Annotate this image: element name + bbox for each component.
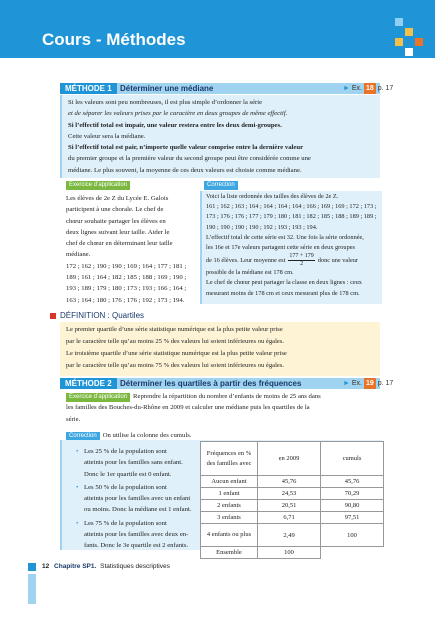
- page-title: Cours - Méthodes: [42, 30, 186, 49]
- table-cell: 4 enfants ou plus: [201, 524, 258, 547]
- definition-line: par le caractère telle qu’au moins 75 % des valeurs lui soient inférieures ou égales.: [66, 362, 285, 369]
- page-number: 12: [42, 563, 50, 570]
- bullet-line: • Les 50 % de la population sont: [84, 483, 167, 491]
- method1-box: [60, 95, 380, 178]
- method1-line: et de séparer les valeurs prises par le caractère en deux groupes de même effectif.: [68, 110, 288, 118]
- correction1-box: [200, 191, 382, 304]
- correction1-line: 190 ; 190 ; 190 ; 190 ; 192 ; 193 ; 193 ; 194.: [206, 223, 318, 231]
- table-cell: 70,29: [321, 488, 384, 500]
- table-cell: 45,76: [258, 476, 321, 488]
- table-cell: Ensemble: [201, 547, 258, 559]
- correction1-fraction-line: [206, 253, 382, 268]
- bullet-line: fants. Donc le 3e quartile est 2 enfants.: [84, 542, 189, 550]
- exercise1-line: 172 ; 162 ; 190 ; 190 ; 169 ; 164 ; 177 ; 181 ;: [66, 262, 187, 270]
- table-row: [201, 488, 384, 500]
- correction1-line: mesurant moins de 178 cm et ceux mesurant plus de 178 cm.: [206, 289, 360, 297]
- exercise1-line: médiane.: [66, 251, 91, 259]
- frequency-table: [200, 441, 384, 559]
- table-row: [201, 547, 384, 559]
- correction-tag: Correction: [204, 181, 238, 190]
- ex-number: 18: [365, 85, 374, 92]
- decor-square: [415, 38, 423, 46]
- method2-bullets: [75, 446, 203, 552]
- method1-line: Si l’effectif total est pair, n’importe quelle valeur comprise entre la dernière valeur: [68, 144, 304, 152]
- correction1-line: Le chef de chœur peut partager la classe en deux lignes : ceux: [206, 279, 362, 287]
- exercise-tag: Exercice d’application: [66, 393, 130, 402]
- bullet-line: • Les 25 % de la population sont: [84, 448, 167, 455]
- decor-square: [395, 18, 403, 26]
- definition-title: DÉFINITION : Quartiles: [60, 311, 145, 320]
- table-cell: 2,49: [258, 524, 321, 547]
- correction-tag: Correction: [66, 432, 100, 441]
- method1-exercise-ref[interactable]: [343, 83, 393, 94]
- exercise1-line: participent à une chorale. Le chef de: [66, 206, 164, 214]
- bullet-line: Donc le 1er quartile est 0 enfant.: [84, 470, 172, 478]
- table-cell: 3 enfants: [201, 512, 258, 524]
- method1-title: Déterminer une médiane: [120, 84, 214, 93]
- method2-line: Reprendre la répartition du nombre d’enfants de moins de 25 ans dans: [133, 393, 321, 400]
- fraction: [288, 253, 314, 268]
- definition-line: Le premier quartile d’une série statistique numérique est la plus petite valeur prise: [66, 326, 283, 333]
- table-cell: 45,76: [321, 476, 384, 488]
- correction1-line: donc une valeur: [317, 256, 358, 264]
- table-cell: 6,71: [258, 512, 321, 524]
- method2-line: les familles des Bouches-du-Rhône en 2009 et calculer une médiane puis les quartiles de la: [66, 404, 310, 412]
- chapter-subject: Statistiques descriptives: [100, 563, 170, 570]
- arrow-right-icon: ►: [343, 85, 350, 92]
- ex-prefix: Ex.: [351, 380, 363, 387]
- decor-square: [405, 48, 413, 56]
- method1-line: du premier groupe et la première valeur du second groupe peut être considérée comme une: [68, 155, 311, 163]
- method2-exercise-ref[interactable]: [343, 378, 393, 389]
- table-cell: 90,80: [321, 500, 384, 512]
- table-row: [201, 500, 384, 512]
- correction1-line: L’effectif total de cette série est 32. Une fois la série ordonnée,: [206, 233, 364, 241]
- table-row: [201, 512, 384, 524]
- correction1-line: possible de la médiane est 178 cm.: [206, 269, 294, 277]
- table-row: [201, 524, 384, 547]
- table-cell: Aucun enfant: [201, 476, 258, 488]
- list-item: [84, 482, 203, 516]
- exercise1-line: chœur souhaite partager les élèves en: [66, 217, 166, 225]
- table-cell: 100: [258, 547, 321, 559]
- method2-line: série.: [66, 415, 81, 423]
- method1-line: Cette valeur sera la médiane.: [68, 132, 146, 140]
- exercise1-line: Les élèves de 2e Z du Lycée E. Galois: [66, 195, 169, 202]
- table-header: cumuls: [321, 442, 384, 476]
- correction1-line: de 16 élèves. Leur moyenne est: [206, 256, 286, 264]
- exercise1-line: chef de chœur en déterminant leur taille: [66, 240, 173, 248]
- method1-line: Si l’effectif total est impair, une valeur restera entre les deux demi-groupes.: [68, 121, 282, 129]
- table-cell: 100: [321, 524, 384, 547]
- correction1-line: 173 ; 176 ; 176 ; 177 ; 179 ; 180 ; 181 ; 182 ; 185 ; 188 ; 189 ; 189 ;: [206, 213, 377, 221]
- decor-square: [405, 28, 413, 36]
- bullet-line: • Les 75 % de la population sont: [84, 519, 167, 527]
- table-cell: 1 enfant: [201, 488, 258, 500]
- frequency-table-wrapper: [200, 441, 384, 559]
- decor-square: [395, 38, 403, 46]
- footer-decor: [28, 574, 36, 604]
- table-cell: [321, 547, 384, 559]
- table-header: en 2009: [258, 442, 321, 476]
- exercise1-line: 189 ; 161 ; 164 ; 182 ; 185 ; 188 ; 169 ; 190 ;: [66, 274, 187, 282]
- table-cell: 20,51: [258, 500, 321, 512]
- footer: [42, 563, 170, 570]
- method2-title: Déterminer les quartiles à partir des fréquences: [120, 379, 302, 388]
- exercise1-text: [66, 193, 196, 306]
- correction-intro-text: On utilise la colonne des cumuls.: [102, 432, 192, 439]
- bullet-line: atteints pour les familles sans enfant.: [84, 459, 183, 467]
- table-header-row: [201, 442, 384, 476]
- definition-line: Le troisième quartile d’une série statistique numérique est la plus petite valeur prise: [66, 350, 287, 357]
- correction1-line: 161 ; 162 ; 163 ; 164 ; 164 ; 164 ; 164 ; 166 ; 169 ; 169 ; 172 ; 173 ;: [206, 203, 377, 211]
- method1-line: Si les valeurs sont peu nombreuses, il est plus simple d’ordonner la série: [68, 99, 263, 106]
- bullet-line: atteints pour les familles avec un enfant: [84, 495, 191, 503]
- definition-marker: [50, 313, 56, 319]
- fraction-numerator: 177 + 179: [289, 253, 314, 260]
- method1-tag: MÉTHODE 1: [60, 83, 117, 94]
- list-item: [84, 446, 203, 480]
- bullet-line: atteints pour les familles avec deux en-: [84, 531, 189, 539]
- fraction-denominator: 2: [300, 261, 304, 268]
- chapter-label: Chapitre SP1.: [54, 563, 97, 570]
- table-header: Fréquences en % des familles avec: [201, 442, 258, 476]
- footer-marker: [28, 563, 36, 571]
- arrow-right-icon: ►: [343, 380, 350, 387]
- list-item: [84, 518, 203, 552]
- exercise1-line: 163 ; 164 ; 180 ; 176 ; 176 ; 192 ; 173 ; 194.: [66, 296, 185, 304]
- correction1-line: les 16e et 17e valeurs partagent cette série en deux groupes: [206, 244, 355, 252]
- definition-box: [60, 322, 380, 376]
- correction1-line: Voici la liste ordonnée des tailles des élèves de 2e Z.: [206, 193, 339, 200]
- exercise1-line: 193 ; 189 ; 179 ; 180 ; 173 ; 193 ; 166 ; 164 ;: [66, 285, 187, 293]
- table-cell: 2 enfants: [201, 500, 258, 512]
- exercise-tag: Exercice d’application: [66, 181, 130, 190]
- exercise1-line: deux lignes suivant leur taille. Aider le: [66, 228, 170, 236]
- ex-page: p. 17: [377, 380, 394, 387]
- method2-tag: MÉTHODE 2: [60, 378, 117, 389]
- table-cell: 24,53: [258, 488, 321, 500]
- method2-exercise: [66, 391, 382, 425]
- bullet-line: ou moins. Donc la médiane est 1 enfant.: [84, 506, 192, 514]
- ex-page: p. 17: [377, 85, 394, 92]
- method1-line: médiane. Le plus souvent, la moyenne de ces deux valeurs est choisie comme médiane.: [68, 166, 302, 174]
- ex-prefix: Ex.: [351, 85, 363, 92]
- ex-number: 19: [365, 380, 374, 387]
- table-cell: 97,51: [321, 512, 384, 524]
- definition-line: par le caractère telle qu’au moins 25 % des valeurs lui soient inférieures ou égales.: [66, 338, 285, 345]
- table-row: [201, 476, 384, 488]
